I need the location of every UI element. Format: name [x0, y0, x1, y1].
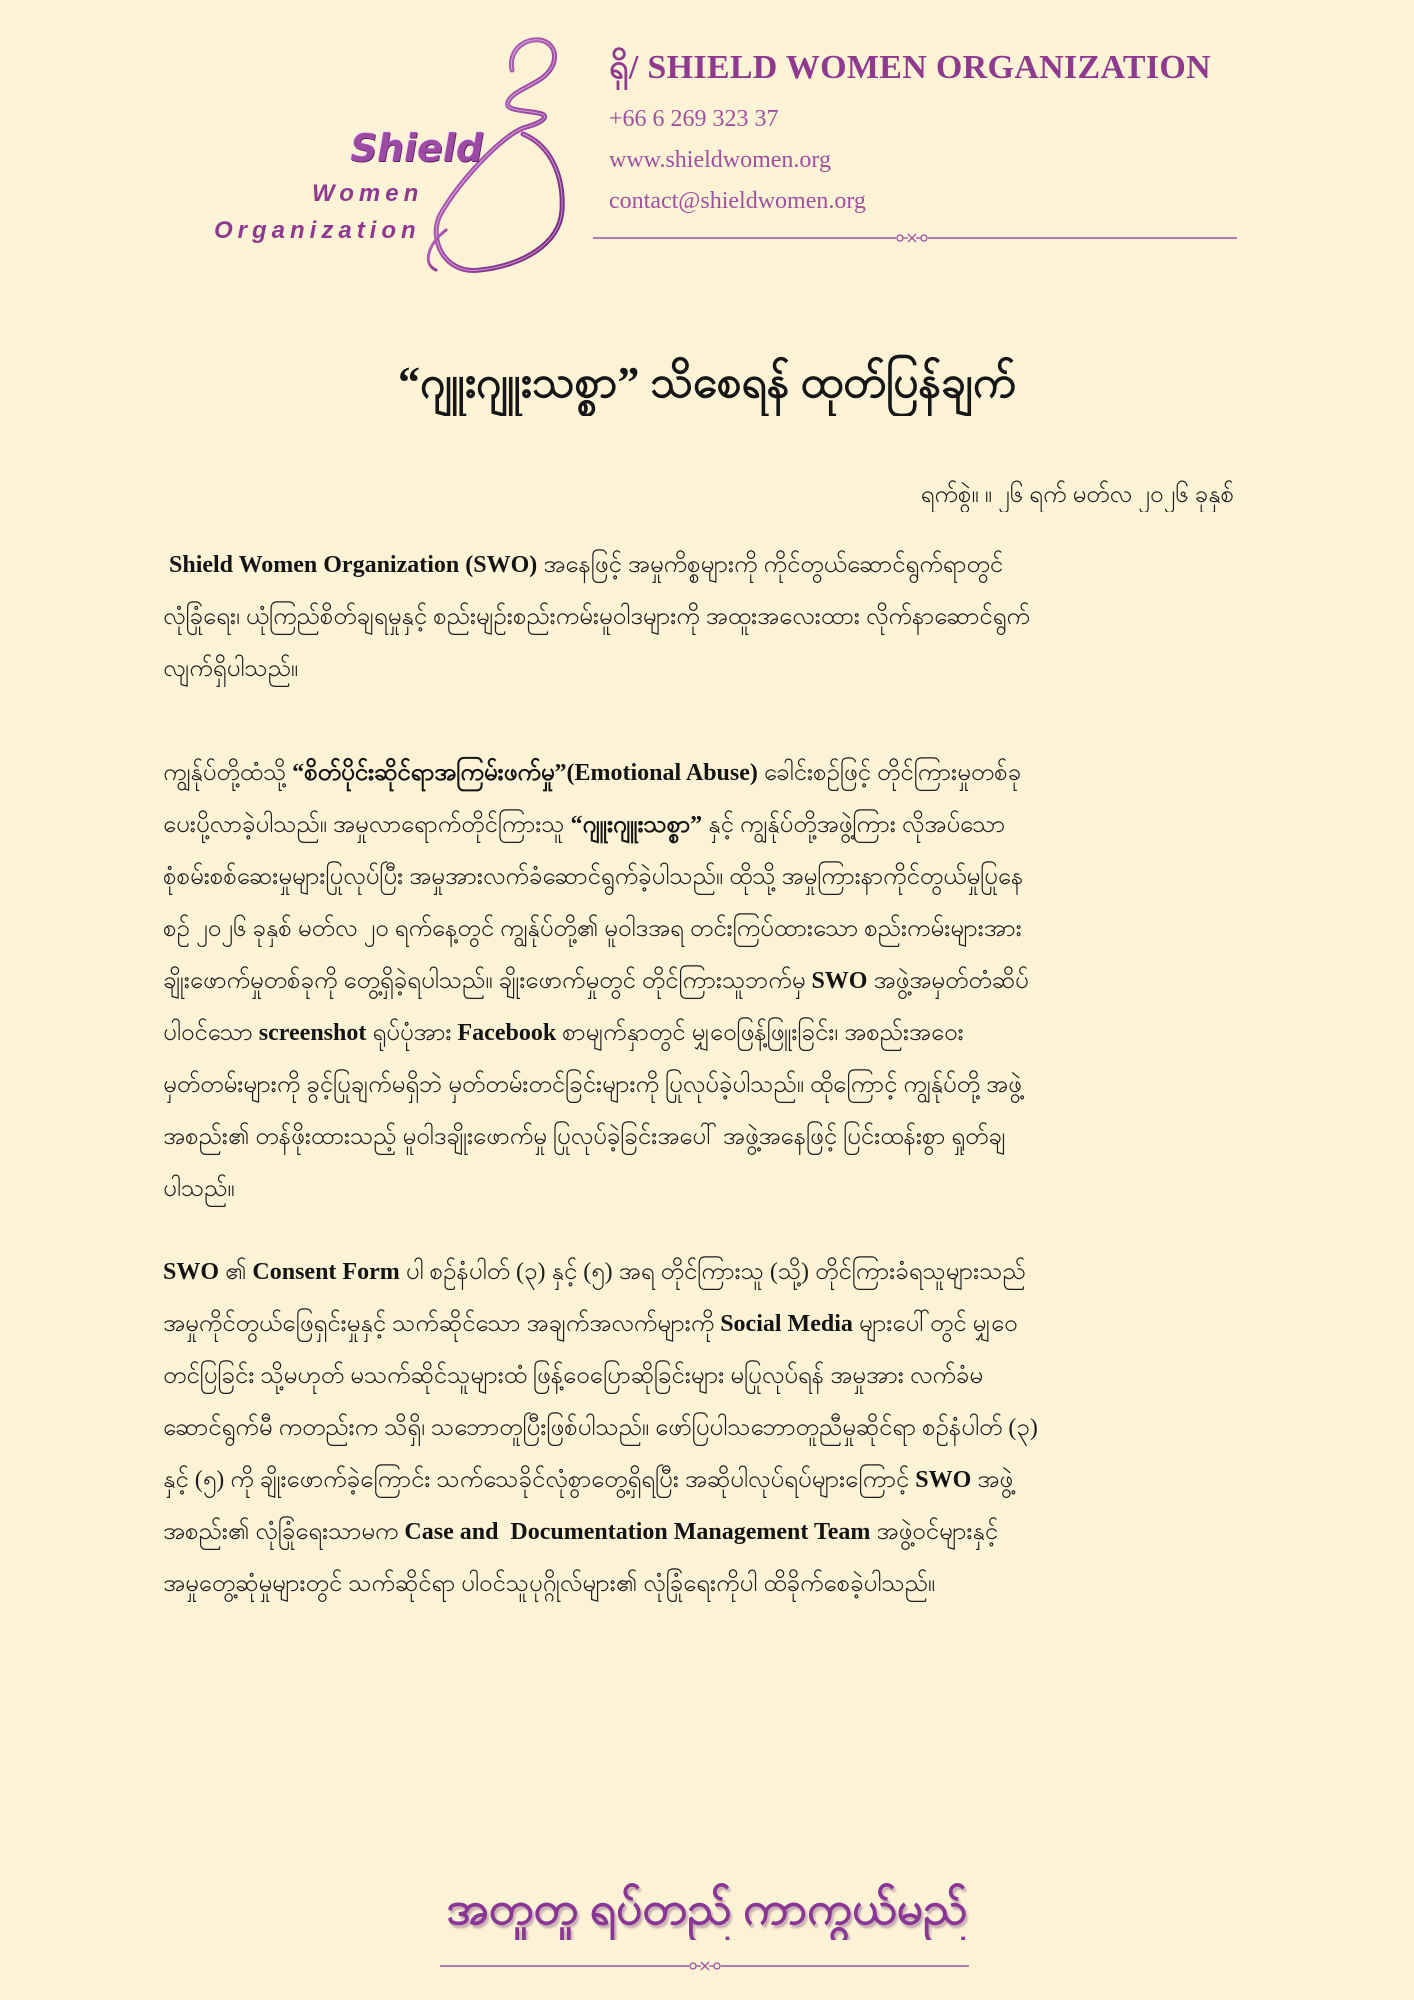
ornament-icon [897, 234, 927, 242]
phone-number: +66 6 269 323 37 [609, 106, 779, 132]
logo-organization-text: Organization [214, 217, 421, 244]
text-run: ပါသည်။ [163, 1176, 235, 1202]
paragraph-line [163, 799, 1248, 851]
bold-text-run: Shield Women Organization (SWO) [163, 552, 538, 578]
logo-women-text: Women [312, 180, 424, 207]
paragraph-line [163, 1402, 1248, 1454]
paragraph-line [163, 1558, 1248, 1610]
body-paragraph [163, 539, 1248, 695]
bold-text-run: Social Media [720, 1311, 853, 1337]
paragraph-line [163, 903, 1248, 955]
bold-text-run: “ဂျူးဂျူးသစ္စာ” [570, 812, 703, 838]
paragraph-line [163, 1246, 1248, 1298]
text-run: ရုပ်ပုံအား [366, 1020, 458, 1046]
bold-text-run: Case and Documentation Management Team [404, 1519, 871, 1545]
footer-divider [437, 1956, 972, 1976]
text-run: ချိုးဖောက်မှုတစ်ခုကို တွေ့ရှိခဲ့ရပါသည်။ ချိုးဖောက်မှုတွင် တိုင်ကြားသူဘက်မှ [163, 968, 812, 994]
text-run: အစည်း၏ တန်ဖိုးထားသည့် မူဝါဒချိုးဖောက်မှု ပြုလုပ်ခဲ့ခြင်းအပေါ် အဖွဲ့အနေဖြင့် ပြင်းထန်းစွာ ရှုတ်ချ [163, 1124, 1006, 1150]
text-run: အမှုတွေ့ဆုံမှုများတွင် သက်ဆိုင်ရာ ပါဝင်သူပုဂ္ဂိုလ်များ၏ လုံခြုံရေးကိုပါ ထိခိုက်စေခဲ့ပါသည်။ [163, 1571, 936, 1597]
bold-text-run: SWO [163, 1259, 220, 1285]
paragraph-line [163, 955, 1248, 1007]
paragraph-line [163, 1059, 1248, 1111]
logo-wordmark: Shield [346, 126, 488, 170]
text-run: လုံခြုံရေး၊ ယုံကြည်စိတ်ချရမှုနှင့် စည်းမျဉ်းစည်းကမ်းမူဝါဒများကို အထူးအလေးထား လိုက်နာဆောင်ရွက် [163, 604, 1030, 630]
text-run: ကျွန်ုပ်တို့ထံသို့ [163, 760, 293, 786]
paragraph-line [163, 1111, 1248, 1163]
bold-text-run: “စိတ်ပိုင်းဆိုင်ရာအကြမ်းဖက်မှု”(Emotional Abuse) [292, 760, 758, 786]
paragraph-line [163, 1454, 1248, 1506]
bold-text-run: Facebook [457, 1020, 557, 1046]
logo [200, 30, 590, 292]
body-paragraph [163, 747, 1248, 1215]
text-run: ခေါင်းစဉ်ဖြင့် တိုင်ကြားမှုတစ်ခု [757, 760, 1022, 786]
text-run: နှင့် (၅) ကို ချိုးဖောက်ခဲ့ကြောင်း သက်သေခိုင်လုံစွာတွေ့ရှိရပြီး အဆိုပါလုပ်ရပ်များကြောင့် [163, 1467, 916, 1493]
email-address: contact@shieldwomen.org [609, 188, 866, 214]
text-run: အနေဖြင့် အမှုကိစ္စများကို ကိုင်တွယ်ဆောင်ရွက်ရာတွင် [537, 552, 1004, 578]
header-divider [590, 228, 1240, 248]
text-run: လျက်ရှိပါသည်။ [163, 656, 299, 682]
document-body [163, 539, 1248, 1610]
text-run: ၏ [219, 1259, 253, 1285]
text-run: အမှုကိုင်တွယ်ဖြေရှင်းမှုနှင့် သက်ဆိုင်သော အချက်အလက်များကို [163, 1311, 721, 1337]
text-run: အဖွဲ့ [971, 1467, 1013, 1493]
bold-text-run: Consent Form [252, 1259, 400, 1285]
body-paragraph [163, 1246, 1248, 1610]
text-run: အဖွဲ့အမှတ်တံဆိပ် [867, 968, 1029, 994]
paragraph-line [163, 643, 1248, 695]
document-title: “ဂျူးဂျူးသစ္စာ” သိစေရန် ထုတ်ပြန်ချက် [398, 358, 1016, 407]
org-name: ရှိ/ SHIELD WOMEN ORGANIZATION [609, 49, 1211, 86]
bold-text-run: SWO [811, 968, 868, 994]
text-run: မှတ်တမ်းများကို ခွင့်ပြုချက်မရှိဘဲ မှတ်တမ်းတင်ခြင်းများကို ပြုလုပ်ခဲ့ပါသည်။ ထိုကြောင့် ကျွန်ုပ်တို့ အဖွဲ့ [163, 1072, 1022, 1098]
text-run: အစည်း၏ လုံခြုံရေးသာမက [163, 1519, 405, 1545]
text-run: ပေးပို့လာခဲ့ပါသည်။ အမှုလာရောက်တိုင်ကြားသူ [163, 812, 571, 838]
paragraph-line [163, 1163, 1248, 1215]
bold-text-run: SWO [915, 1467, 972, 1493]
paragraph-line [163, 539, 1248, 591]
text-run: စုံစမ်းစစ်ဆေးမှုများပြုလုပ်ပြီး အမှုအားလက်ခံဆောင်ရွက်ခဲ့ပါသည်။ ထိုသို့ အမှုကြားနာကိုင်တွယ်မှုပြုနေ [163, 864, 1024, 890]
document-date: ရက်စွဲ။ ။ ၂၆ ရက် မတ်လ ၂၀၂၆ ခုနှစ် [920, 482, 1234, 508]
paragraph-line [163, 1007, 1248, 1059]
website-url: www.shieldwomen.org [609, 147, 831, 173]
bold-text-run: screenshot [258, 1020, 367, 1046]
paragraph-line [163, 851, 1248, 903]
text-run: ပါ စဉ်နံပါတ် (၃) နှင့် (၅) အရ တိုင်ကြားသူ (သို့) တိုင်ကြားခံရသူများသည် [399, 1259, 1026, 1285]
letterhead-contact [609, 46, 1369, 222]
paragraph-line [163, 747, 1248, 799]
paragraph-line [163, 1350, 1248, 1402]
ornament-icon [690, 1962, 720, 1970]
text-run: ဆောင်ရွက်မီ ကတည်းက သိရှိ၊ သဘောတူပြီးဖြစ်ပါသည်။ ဖော်ပြပါသဘောတူညီမှုဆိုင်ရာ စဉ်နံပါတ် (၃) [163, 1415, 1038, 1441]
text-run: နှင့် ကျွန်ုပ်တို့အဖွဲ့ကြား လိုအပ်သော [702, 812, 1006, 838]
text-run: အဖွဲ့ဝင်များနှင့် [870, 1519, 999, 1545]
text-run: များပေါ်တွင် မျှဝေ [852, 1311, 1018, 1337]
paragraph-line [163, 591, 1248, 643]
text-run: ပါဝင်သော [163, 1020, 259, 1046]
paragraph-line [163, 1506, 1248, 1558]
text-run: တင်ပြခြင်း သို့မဟုတ် မသက်ဆိုင်သူများထံ ဖြန့်ဝေပြောဆိုခြင်းများ မပြုလုပ်ရန် အမှုအား လက်ခံမ [163, 1363, 984, 1389]
footer-slogan: အတူတူ ရပ်တည် ကာကွယ်မည် [446, 1883, 968, 1934]
paragraph-line [163, 1298, 1248, 1350]
text-run: စာမျက်နှာတွင် မျှဝေဖြန့်ဖြူးခြင်း၊ အစည်းအဝေး [556, 1020, 964, 1046]
text-run: စဉ် ၂၀၂၆ ခုနှစ် မတ်လ ၂၀ ရက်နေ့တွင် ကျွန်ုပ်တို့၏ မူဝါဒအရ တင်းကြပ်ထားသော စည်းကမ်းများအား [163, 916, 1022, 942]
